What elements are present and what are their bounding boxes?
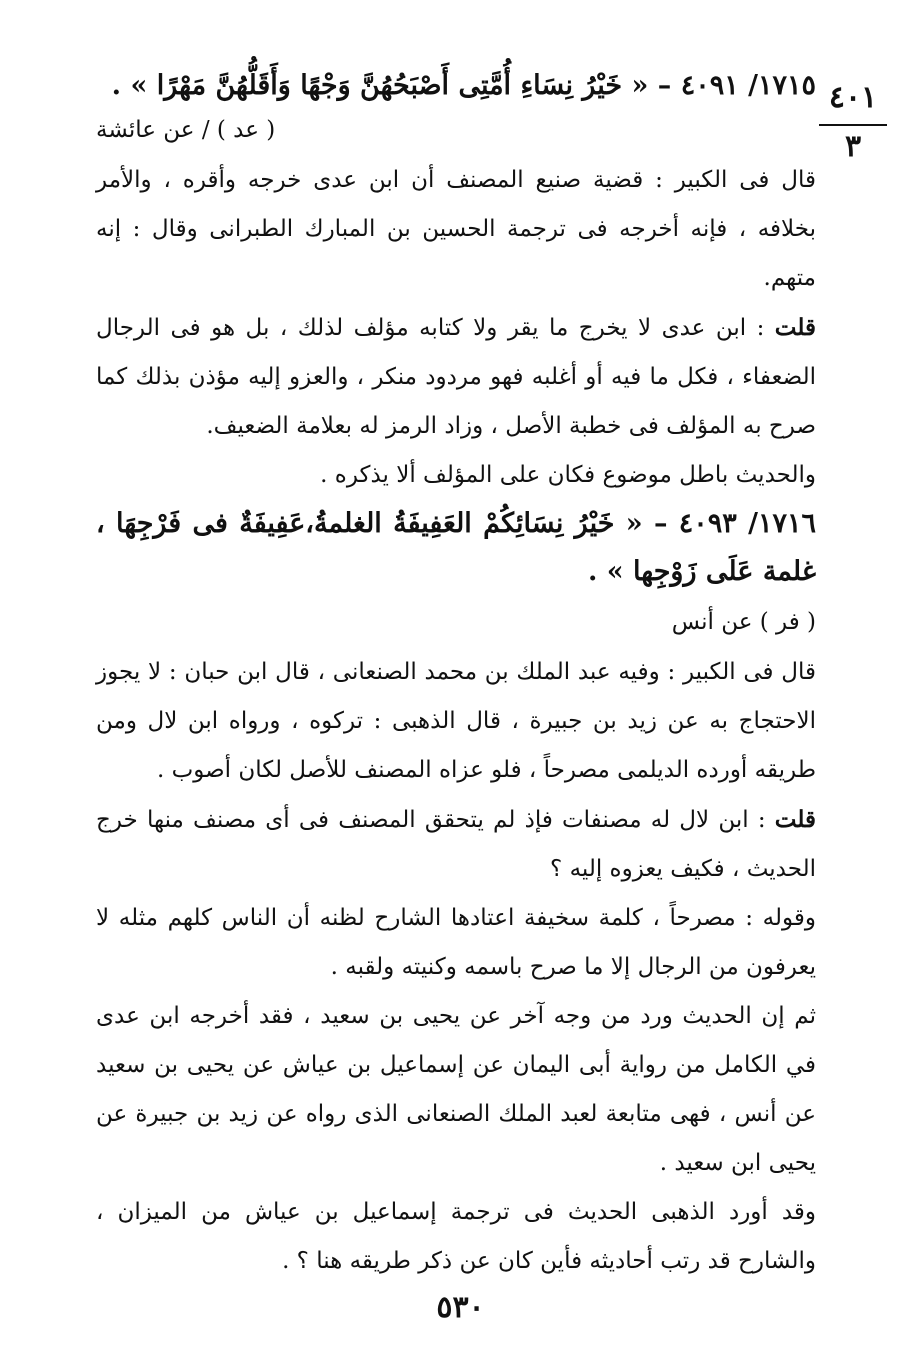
hadith-2-qult (96, 795, 816, 894)
margin-reference (819, 80, 887, 164)
page-number: ٥٣٠ (436, 1290, 485, 1325)
hadith-2-number: ١٧١٦/ ٤٠٩٣ – (653, 508, 816, 539)
qult-text: : ابن لال له مصنفات فإذ لم يتحقق المصنف فى أى مصنف منها خرج الحديث ، فكيف يعزوه إليه ؟ (96, 807, 816, 882)
hadith-1-commentary: قال فى الكبير : قضية صنيع المصنف أن ابن عدى خرجه وأقره ، والأمر بخلافه ، فإنه أخرجه فى ترجمة الحسين بن المبارك الطبرانى وقال : إنه متهم. (96, 167, 816, 291)
hadith-2-text: « خَيْرُ نِسَائِكُمْ العَفِيفَةُ الغلمةُ،عَفِيفَةٌ فى فَرْجِهَا ، غلمة عَلَى زَوْجِها » . (96, 508, 816, 587)
hadith-1 (96, 62, 816, 110)
hadith-2-source: ( فر ) عن أنس (671, 609, 816, 635)
qult-label: قلت (774, 806, 816, 833)
margin-reference-top: ٤٠١ (828, 80, 878, 115)
margin-reference-bottom: ٣ (844, 129, 862, 164)
hadith-1-number: ١٧١٥/ ٤٠٩١ – (657, 70, 816, 101)
hadith-2-remark: وقوله : مصرحاً ، كلمة سخيفة اعتادها الشارح لظنه أن الناس كلهم مثله لا يعرفون من الرجال إلا ما صرح باسمه وكنيته ولقبه . (96, 905, 816, 980)
page-content (96, 62, 816, 1286)
hadith-2 (96, 500, 816, 596)
hadith-1-source: ( عد ) / عن عائشة (96, 117, 276, 143)
hadith-2-mizan-note: وقد أورد الذهبى الحديث فى ترجمة إسماعيل بن عياش من الميزان ، والشارح قد رتب أحاديثه فأين كان عن ذكر طريقه هنا ؟ . (96, 1199, 816, 1274)
qult-label: قلت (774, 314, 816, 341)
hadith-1-qult (96, 303, 816, 451)
hadith-1-conclusion: والحديث باطل موضوع فكان على المؤلف ألا يذكره . (320, 462, 816, 488)
hadith-2-commentary: قال فى الكبير : وفيه عبد الملك بن محمد الصنعانى ، قال ابن حبان : لا يجوز الاحتجاج به عن زيد بن جبيرة ، قال الذهبى : تركوه ، ورواه ابن لال ومن طريقه أورده الديلمى مصرحاً ، فلو عزاه المصنف للأصل لكان أصوب . (96, 659, 816, 783)
hadith-1-text: « خَيْرُ نِسَاءِ أُمَّتِى أَصْبَحُهُنَّ وَجْهًا وَأَقَلُّهُنَّ مَهْرًا » . (111, 70, 649, 101)
qult-text: : ابن عدى لا يخرج ما يقر ولا كتابه مؤلف لذلك ، بل هو فى الرجال الضعفاء ، فكل ما فيه أو أغلبه فهو مردود منكر ، والعزو إليه مؤذن بذلك كما صرح به المؤلف فى خطبة الأصل ، وزاد الرمز له بعلامة الضعيف. (96, 315, 816, 439)
margin-reference-rule (819, 124, 887, 126)
hadith-2-other-route: ثم إن الحديث ورد من وجه آخر عن يحيى بن سعيد ، فقد أخرجه ابن عدى في الكامل من رواية أبى اليمان عن إسماعيل بن عياش عن يحيى بن سعيد عن أنس ، فهى متابعة لعبد الملك الصنعانى الذى رواه عن زيد بن جبيرة عن يحيى ابن سعيد . (96, 1003, 816, 1176)
